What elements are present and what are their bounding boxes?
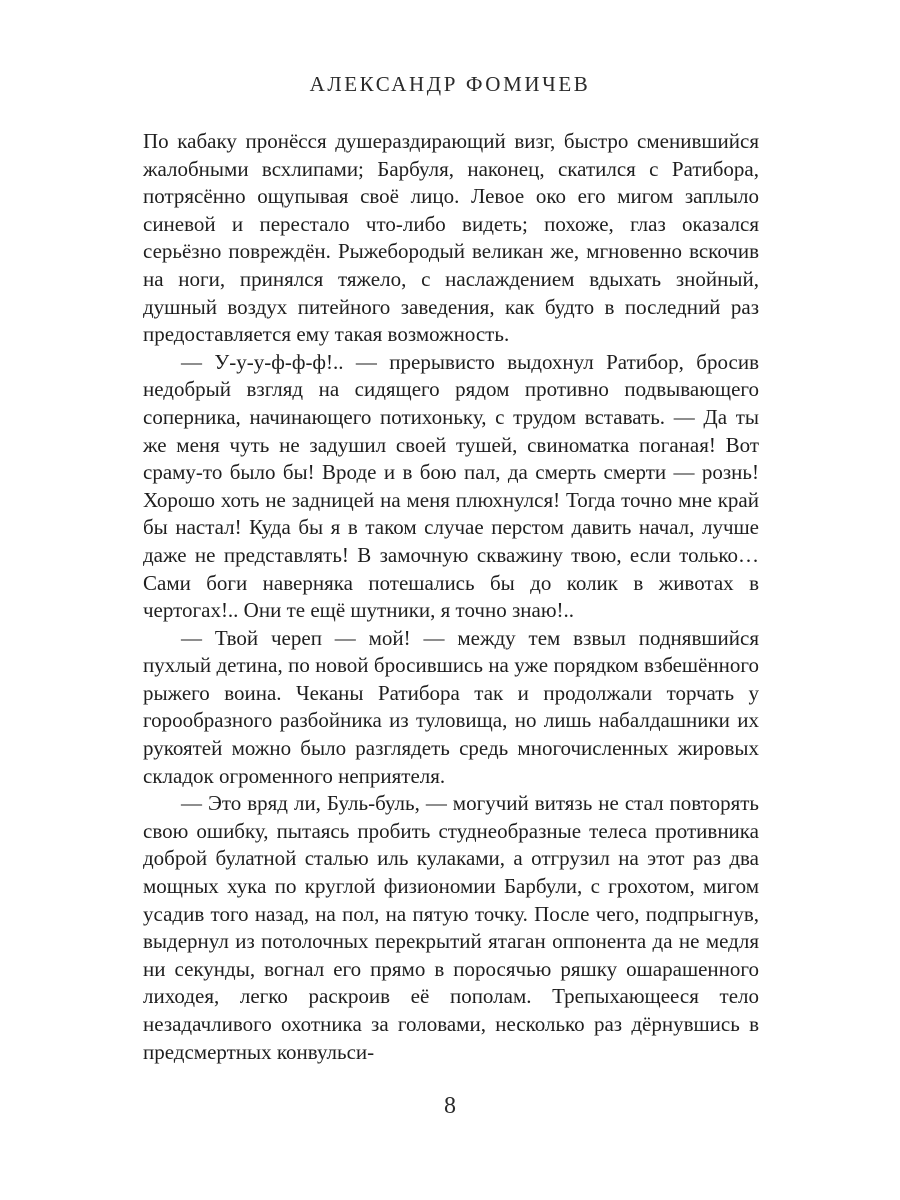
running-header-author: АЛЕКСАНДР ФОМИЧЕВ — [309, 72, 591, 96]
paragraph-3: — Твой череп — мой! — между тем взвыл поднявшийся пухлый детина, по новой бросившись на уже порядком взбешённого рыжего воина. Чеканы Ратибора так и продолжали торчать у горообразного разбойника из туловища, но лишь набалдашники их рукоятей можно было разглядеть средь многочисленных жировых складок огроменного неприятеля. — [143, 625, 759, 788]
body-text — [143, 128, 759, 1066]
paragraph-4: — Это вряд ли, Буль-буль, — могучий витязь не стал повторять свою ошибку, пытаясь пробить студнеобразные телеса противника доброй булатной сталью иль кулаками, а отгрузил на этот раз два мощных хука по круглой физиономии Барбули, с грохотом, мигом усадив того назад, на пол, на пятую точку. После чего, подпрыгнув, выдернул из потолочных перекрытий ятаган оппонента да не медля ни секунды, вогнал его прямо в поросячью ряшку ошарашенного лиходея, легко раскроив её пополам. Трепыхающееся тело незадачливого охотника за головами, несколько раз дёрнувшись в предсмертных конвульси- — [143, 791, 759, 1064]
paragraph-2: — У-у-у-ф-ф-ф!.. — прерывисто выдохнул Ратибор, бросив недобрый взгляд на сидящего рядом противно подвывающего соперника, начинающего потихоньку, с трудом вставать. — Да ты же меня чуть не задушил своей тушей, свиноматка поганая! Вот сраму-то было бы! Вроде и в бою пал, да смерть смерти — рознь! Хорошо хоть не задницей на меня плюхнулся! Тогда точно мне край бы настал! Куда бы я в таком случае перстом давить начал, лучше даже не представлять! В замочную скважину твою, если только… Сами боги наверняка потешались бы до колик в животах в чертогах!.. Они те ещё шутники, я точно знаю!.. — [143, 349, 759, 623]
page-number: 8 — [444, 1093, 456, 1119]
paragraph-1: По кабаку пронёсся душераздирающий визг, быстро сменившийся жалобными всхлипами; Барбуля, наконец, скатился с Ратибора, потрясённо ощупывая своё лицо. Левое око его мигом заплыло синевой и перестало что-либо видеть; похоже, глаз оказался серьёзно повреждён. Рыжебородый великан же, мгновенно вскочив на ноги, принялся тяжело, с наслаждением вдыхать знойный, душный воздух питейного заведения, как будто в последний раз предоставляется ему такая возможность. — [143, 129, 759, 347]
